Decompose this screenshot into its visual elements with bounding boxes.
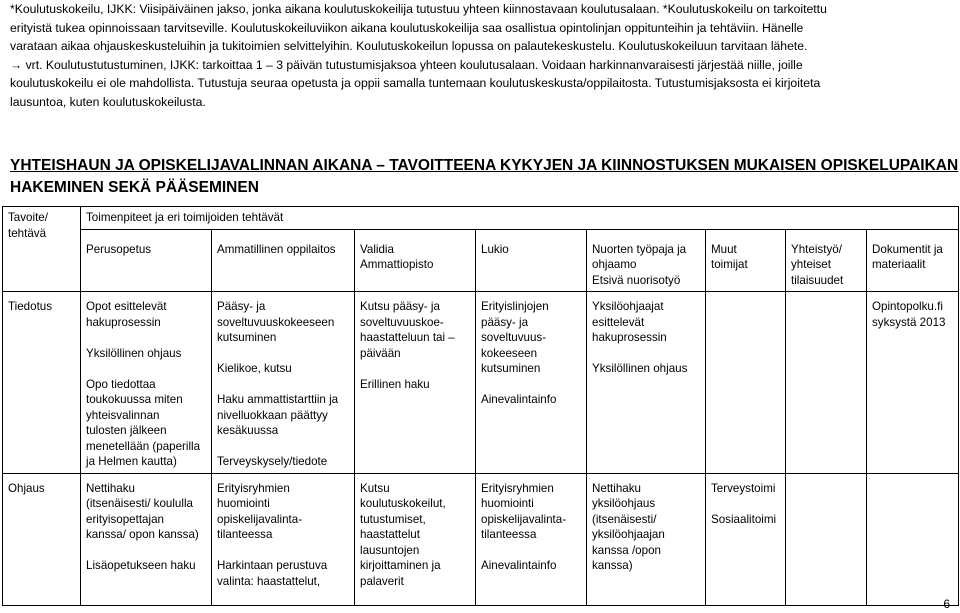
line-spacer <box>86 361 207 377</box>
row-label: Ohjaus <box>3 473 81 605</box>
table-cell <box>476 473 587 605</box>
cell-text-line: Lisäopetukseen haku <box>86 559 196 572</box>
intro-line: koulutuskokeilu ei ole mahdollista. Tutustuja seuraa opetusta ja oppii samalla tuntemaan koulutuskeskusta/oppilaitosta. Tutustumisjaksosta ei kirjoiteta <box>10 76 821 91</box>
line-spacer <box>360 361 471 377</box>
table-cell <box>706 473 786 605</box>
cell-text-line: valinta: haastattelut, <box>217 574 321 588</box>
cell-text-line: kokeeseen <box>481 346 538 360</box>
cell-text-line: opiskelijavalinta- <box>481 512 567 526</box>
line-spacer <box>217 377 350 393</box>
cell-text-line: Kielikoe, kutsu <box>217 362 292 375</box>
cell-text-line: Haku ammattistarttiin ja <box>217 393 339 406</box>
cell-text-line: kanssa/ opon kanssa) <box>86 528 199 541</box>
cell-text-line: palaverit <box>360 574 404 588</box>
cell-text-line: hakuprosessin <box>86 315 161 329</box>
cell-text-line: erityisopettajan <box>86 512 164 526</box>
line-spacer <box>86 543 207 559</box>
cell-text-line: yksilöohjaajan <box>592 528 665 541</box>
cell-text-line: yhteisvalinnan <box>86 408 160 422</box>
table-cell <box>81 292 212 474</box>
cell-text-line: kutsuminen <box>481 362 541 375</box>
cell-text-line: pääsy- ja <box>481 315 529 329</box>
cell-text-line: soveltuvuus- <box>481 331 547 344</box>
table-cell <box>212 292 355 474</box>
line-spacer <box>86 330 207 346</box>
cell-text-line: Sosiaalitoimi <box>711 512 777 526</box>
table-row <box>3 473 959 605</box>
cell-text-line: Validia <box>360 242 394 256</box>
intro-line: lausuntoa, kuten koulutuskokeilusta. <box>10 94 206 109</box>
table-cell <box>706 292 786 474</box>
cell-text-line: Opo tiedottaa <box>86 377 156 391</box>
cell-text-line: Erityislinjojen <box>481 300 549 313</box>
cell-text-line: Terveystoimi <box>711 481 776 495</box>
table-cell <box>786 473 867 605</box>
cell-text-line: Pääsy- ja <box>217 300 266 313</box>
cell-text-line: kanssa /opon <box>592 543 661 557</box>
column-header <box>706 229 786 292</box>
cell-text-line: nivelluokkaan päättyy <box>217 408 328 422</box>
actions-table <box>2 206 959 606</box>
cell-text-line: tilanteessa <box>481 528 537 541</box>
cell-text-line: haastattelut <box>360 528 420 541</box>
cell-text-line: tulosten jälkeen <box>86 424 167 437</box>
cell-text-line: toukokuussa miten <box>86 393 183 406</box>
cell-text-line: tilaisuudet <box>791 273 844 287</box>
cell-text-line: Perusopetus <box>86 242 152 256</box>
page-number: 6 <box>943 597 950 611</box>
cell-text-line: yksilöohjaus <box>592 497 656 510</box>
cell-text-line: Yhteistyö/ <box>791 242 842 256</box>
intro-line: erityistä tukea opinnoissaan tarvitseville. Koulutuskokeiluviikon aikana koulutuskokeilija saa osallistua opintolinjan oppitunteihin ja tehtäviin. Hänelle <box>10 20 804 35</box>
cell-text-line: menetellään (paperilla <box>86 439 201 453</box>
column-header <box>587 229 706 292</box>
table-cell <box>476 292 587 474</box>
table-cell <box>867 473 959 605</box>
cell-text-line: Opintopolku.fi <box>872 300 943 313</box>
column-header <box>212 229 355 292</box>
section-heading-line-2: HAKEMINEN SEKÄ PÄÄSEMINEN <box>10 179 259 196</box>
table-cell <box>355 292 476 474</box>
cell-text-line: huomiointi <box>217 497 270 510</box>
cell-text-line: (itsenäisesti/ koululla <box>86 497 193 510</box>
cell-text-line: Erityisryhmien <box>481 481 554 495</box>
cell-text-line: Opot esittelevät <box>86 300 167 313</box>
column-header <box>355 229 476 292</box>
column-header <box>476 229 587 292</box>
cell-text-line: lausuntojen <box>360 543 420 557</box>
cell-text-line: Yksilöohjaajat <box>592 300 664 313</box>
table-cell <box>355 473 476 605</box>
cell-text-line: soveltuvuuskokeeseen <box>217 315 335 329</box>
cell-text-line: tehtävä <box>8 226 47 240</box>
cell-text-line: Tavoite/ <box>8 211 48 224</box>
cell-text-line: ohjaamo <box>592 258 637 271</box>
cell-text-line: Nettihaku <box>86 481 135 495</box>
cell-text-line: päivään <box>360 346 401 360</box>
goal-task-header <box>3 207 81 292</box>
line-spacer <box>481 543 582 559</box>
cell-text-line: Yksilöllinen ohjaus <box>592 362 688 375</box>
column-header <box>867 229 959 292</box>
line-spacer <box>711 496 781 512</box>
intro-paragraph <box>10 0 955 112</box>
cell-text-line: ja Helmen kautta) <box>86 455 177 468</box>
table-header-row <box>3 207 959 230</box>
intro-line: → vrt. Koulutustutustuminen, IJKK: tarkoittaa 1 – 3 päivän tutustumisjaksoa yhteen koulutusalaan. Voidaan harkinnanvaraisesti järjestää niille, joille <box>10 57 803 72</box>
cell-text-line: toimijat <box>711 258 748 271</box>
section-heading-line-1: YHTEISHAUN JA OPISKELIJAVALINNAN AIKANA – TAVOITTEENA KYKYJEN JA KIINNOSTUKSEN MUKAISEN OPISKELUPAIKAN <box>10 157 959 174</box>
cell-text-line: kanssa) <box>592 559 633 572</box>
cell-text-line: soveltuvuuskoe- <box>360 315 444 329</box>
cell-text-line: Lukio <box>481 242 509 256</box>
cell-text-line: kesäkuussa <box>217 424 279 437</box>
line-spacer <box>217 346 350 362</box>
cell-text-line: Ainevalintainfo <box>481 393 557 406</box>
intro-line: *Koulutuskokeilu, IJKK: Viisipäiväinen jakso, jonka aikana koulutuskokeilija tutustuu yhteen kiinnostavaan koulutusalaan. *Koulutuskokeilu on tarkoitettu <box>10 2 827 16</box>
table-cell <box>587 292 706 474</box>
cell-text-line: Nettihaku <box>592 481 641 495</box>
cell-text-line: Erityisryhmien <box>217 481 290 495</box>
row-label: Tiedotus <box>3 292 81 474</box>
cell-text-line: kirjoittaminen ja <box>360 559 441 572</box>
cell-text-line: esittelevät <box>592 315 645 329</box>
section-heading <box>10 155 959 199</box>
cell-text-line: yhteiset <box>791 258 831 271</box>
cell-text-line: tilanteessa <box>217 528 273 541</box>
table-cell <box>867 292 959 474</box>
line-spacer <box>217 543 350 559</box>
line-spacer <box>481 377 582 393</box>
cell-text-line: syksystä 2013 <box>872 315 946 329</box>
line-spacer <box>592 346 701 362</box>
cell-text-line: Kutsu koulutuskokeilut, <box>360 481 446 510</box>
actions-header: Toimenpiteet ja eri toimijoiden tehtävät <box>81 207 959 230</box>
table-row <box>3 292 959 474</box>
table-cell <box>587 473 706 605</box>
cell-text-line: tutustumiset, <box>360 512 426 526</box>
column-headers-row <box>3 229 959 292</box>
column-header <box>81 229 212 292</box>
cell-text-line: Etsivä nuorisotyö <box>592 273 681 287</box>
cell-text-line: Ainevalintainfo <box>481 559 557 572</box>
column-header <box>786 229 867 292</box>
cell-text-line: huomiointi <box>481 497 534 510</box>
table-cell <box>212 473 355 605</box>
cell-text-line: Harkintaan perustuva <box>217 559 328 572</box>
cell-text-line: Dokumentit ja <box>872 242 943 256</box>
cell-text-line: Erillinen haku <box>360 377 430 391</box>
cell-text-line: opiskelijavalinta- <box>217 512 303 526</box>
cell-text-line: hakuprosessin <box>592 331 667 344</box>
cell-text-line: Muut <box>711 242 737 256</box>
cell-text-line: (itsenäisesti/ <box>592 512 657 526</box>
cell-text-line: Yksilöllinen ohjaus <box>86 346 182 360</box>
intro-line: varataan aikaa ohjauskeskusteluihin ja tukitoimien selvittelyihin. Koulutuskokeilun lopussa on palautekeskustelu. Koulutuskokeiluun tarvitaan lähete. <box>10 39 808 54</box>
table-cell <box>786 292 867 474</box>
cell-text-line: Ammatillinen oppilaitos <box>217 242 336 256</box>
table-cell <box>81 473 212 605</box>
cell-text-line: materiaalit <box>872 258 926 271</box>
cell-text-line: Ammattiopisto <box>360 258 434 271</box>
line-spacer <box>217 439 350 455</box>
cell-text-line: Nuorten työpaja ja <box>592 242 687 256</box>
cell-text-line: Kutsu pääsy- ja <box>360 300 440 313</box>
cell-text-line: kutsuminen <box>217 331 277 344</box>
cell-text-line: haastatteluun tai – <box>360 331 455 344</box>
cell-text-line: Terveyskysely/tiedote <box>217 455 328 468</box>
